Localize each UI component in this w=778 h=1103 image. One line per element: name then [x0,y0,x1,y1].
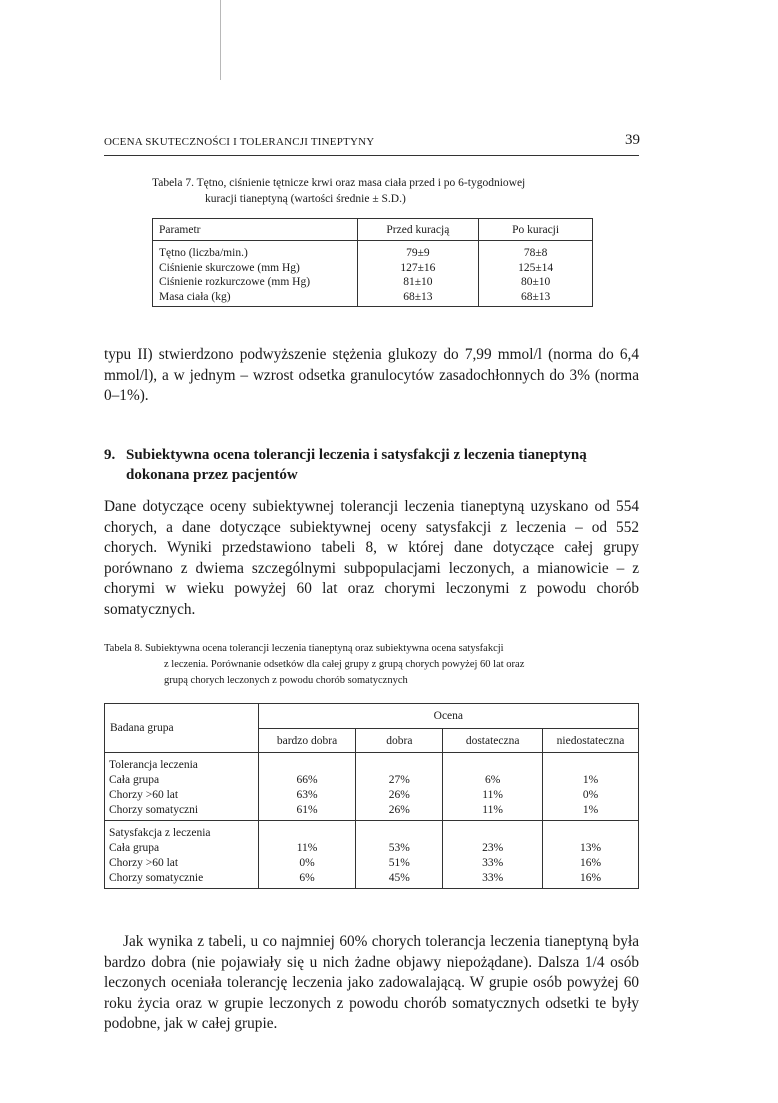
header-rule [104,155,639,156]
empty-cell [543,821,639,842]
table-cell: Chorzy somatycznie [105,871,259,889]
table-cell: 45% [356,871,443,889]
table-cell: 16% [543,871,639,889]
table-section-title-row [105,821,639,842]
table7-caption-line1: Tętno, ciśnienie tętnicze krwi oraz masa ciała przed i po 6-tygodniowej [196,177,526,189]
table8-caption [104,641,640,689]
table-cell: 0% [543,788,639,803]
table-cell: Tolerancja leczenia [105,753,259,774]
table-cell: 6% [258,871,356,889]
table-cell: 51% [356,856,443,871]
table8-col-header: bardzo dobra [258,729,356,753]
table-cell: Chorzy somatyczni [105,803,259,821]
table8-caption-line1: Subiektywna ocena tolerancji leczenia tianeptyną oraz subiektywna ocena satysfakcji [144,643,504,654]
table-cell: Ciśnienie rozkurczowe (mm Hg) [153,275,358,290]
empty-cell [258,753,356,774]
section-number: 9. [104,447,116,463]
table-cell: Masa ciała (kg) [153,290,358,307]
table-cell: 80±10 [479,275,593,290]
table7-caption-label: Tabela 7. [152,177,194,189]
empty-cell [356,753,443,774]
empty-cell [543,753,639,774]
table-cell: 78±8 [479,241,593,261]
scan-artifact-line [220,0,221,80]
table-cell: 81±10 [357,275,479,290]
table-cell: 33% [443,871,543,889]
table-section-title-row [105,753,639,774]
table8-caption-line2: z leczenia. Porównanie odsetków dla całej grupy z grupą chorych powyżej 60 lat oraz [164,659,525,670]
table-cell: Cała grupa [105,773,259,788]
empty-cell [443,821,543,842]
table-cell: 1% [543,773,639,788]
paragraph-1: typu II) stwierdzono podwyższenie stężenia glukozy do 7,99 mmol/l (norma do 6,4 mmol/l), a w jednym – wzrost odsetka granulocytów zasadochłonnych do 3% (norma 0–1%). [104,346,639,404]
paragraph-3: Jak wynika z tabeli, u co najmniej 60% chorych tolerancja leczenia tianeptyną była bardzo dobra (nie pojawiały się u nich żadne objawy niepożądane). Dalsza 1/4 osób leczonych oceniała tolerancję leczenia jako zadowalającą. W grupie osób powyżej 60 roku życia oraz w grupie leczonych z powodu chorób somatycznych odsetki te były podobne, jak w całej grupie. [104,933,639,1032]
table-cell: 26% [356,803,443,821]
table-cell: 0% [258,856,356,871]
table-row [153,290,593,307]
empty-cell [356,821,443,842]
table-row [105,871,639,889]
table7-body [153,241,593,307]
table-cell: Chorzy >60 lat [105,788,259,803]
table8-col-header: niedostateczna [543,729,639,753]
page-number: 39 [625,132,640,148]
table-cell: 11% [258,841,356,856]
table7-col-header: Przed kuracją [357,219,479,241]
table-cell: 11% [443,788,543,803]
table7-caption [152,175,602,207]
paragraph-2: Dane dotyczące oceny subiektywnej tolerancji leczenia tianeptyną uzyskano od 554 chorych, a dane dotyczące subiektywnej oceny satysfakcji z leczenia – od 552 chorych. Wyniki przedstawiono tabeli 8, w której dane dotyczące całej grupy porównano z dwiema szczególnymi subpopulacjami leczonych, a mianowicie – z chorymi w wieku powyżej 60 lat oraz chorymi leczonymi z powodu chorób somatycznych. [104,498,639,618]
table-row [105,856,639,871]
table7-col-header: Parametr [153,219,358,241]
table-cell: 26% [356,788,443,803]
table-cell: 68±13 [357,290,479,307]
table-row [105,841,639,856]
table8-caption-label: Tabela 8. [104,643,143,654]
table8-section-tolerance [105,753,639,821]
table-cell: 11% [443,803,543,821]
empty-cell [258,821,356,842]
table-cell: Ciśnienie skurczowe (mm Hg) [153,261,358,276]
table8-col-header: dobra [356,729,443,753]
table-cell: Chorzy >60 lat [105,856,259,871]
table-cell: 53% [356,841,443,856]
table-cell: 79±9 [357,241,479,261]
section-title-line2: dokonana przez pacjentów [126,467,298,483]
table-cell: 33% [443,856,543,871]
empty-cell [443,753,543,774]
table-cell: 63% [258,788,356,803]
table-row [153,241,593,261]
table8-group-header: Badana grupa [105,704,259,753]
table-cell: 127±16 [357,261,479,276]
table-cell: 27% [356,773,443,788]
table-cell: Satysfakcja z leczenia [105,821,259,842]
table-cell: 6% [443,773,543,788]
table-row [153,275,593,290]
table-cell: 23% [443,841,543,856]
table7 [152,218,593,307]
table-cell: 1% [543,803,639,821]
section-title-line1: Subiektywna ocena tolerancji leczenia i satysfakcji z leczenia tianeptyną [126,447,587,463]
table8-col-header: dostateczna [443,729,543,753]
section-heading [104,445,639,485]
table-cell: 68±13 [479,290,593,307]
table-cell: 13% [543,841,639,856]
running-title: OCENA SKUTECZNOŚCI I TOLERANCJI TINEPTYNY [104,136,375,148]
table-cell: 66% [258,773,356,788]
table-row [105,803,639,821]
table7-caption-line2: kuracji tianeptyną (wartości średnie ± S.D.) [205,193,406,205]
table-cell: 125±14 [479,261,593,276]
table7-col-header: Po kuracji [479,219,593,241]
table-cell: Tętno (liczba/min.) [153,241,358,261]
table-row [105,773,639,788]
table8 [104,703,639,889]
table-row [153,261,593,276]
table8-caption-line3: grupą chorych leczonych z powodu chorób somatycznych [164,675,408,686]
table-cell: 61% [258,803,356,821]
table-cell: 16% [543,856,639,871]
table8-section-satisfaction [105,821,639,889]
table8-rating-header: Ocena [258,704,638,729]
table-row [105,788,639,803]
table-cell: Cała grupa [105,841,259,856]
